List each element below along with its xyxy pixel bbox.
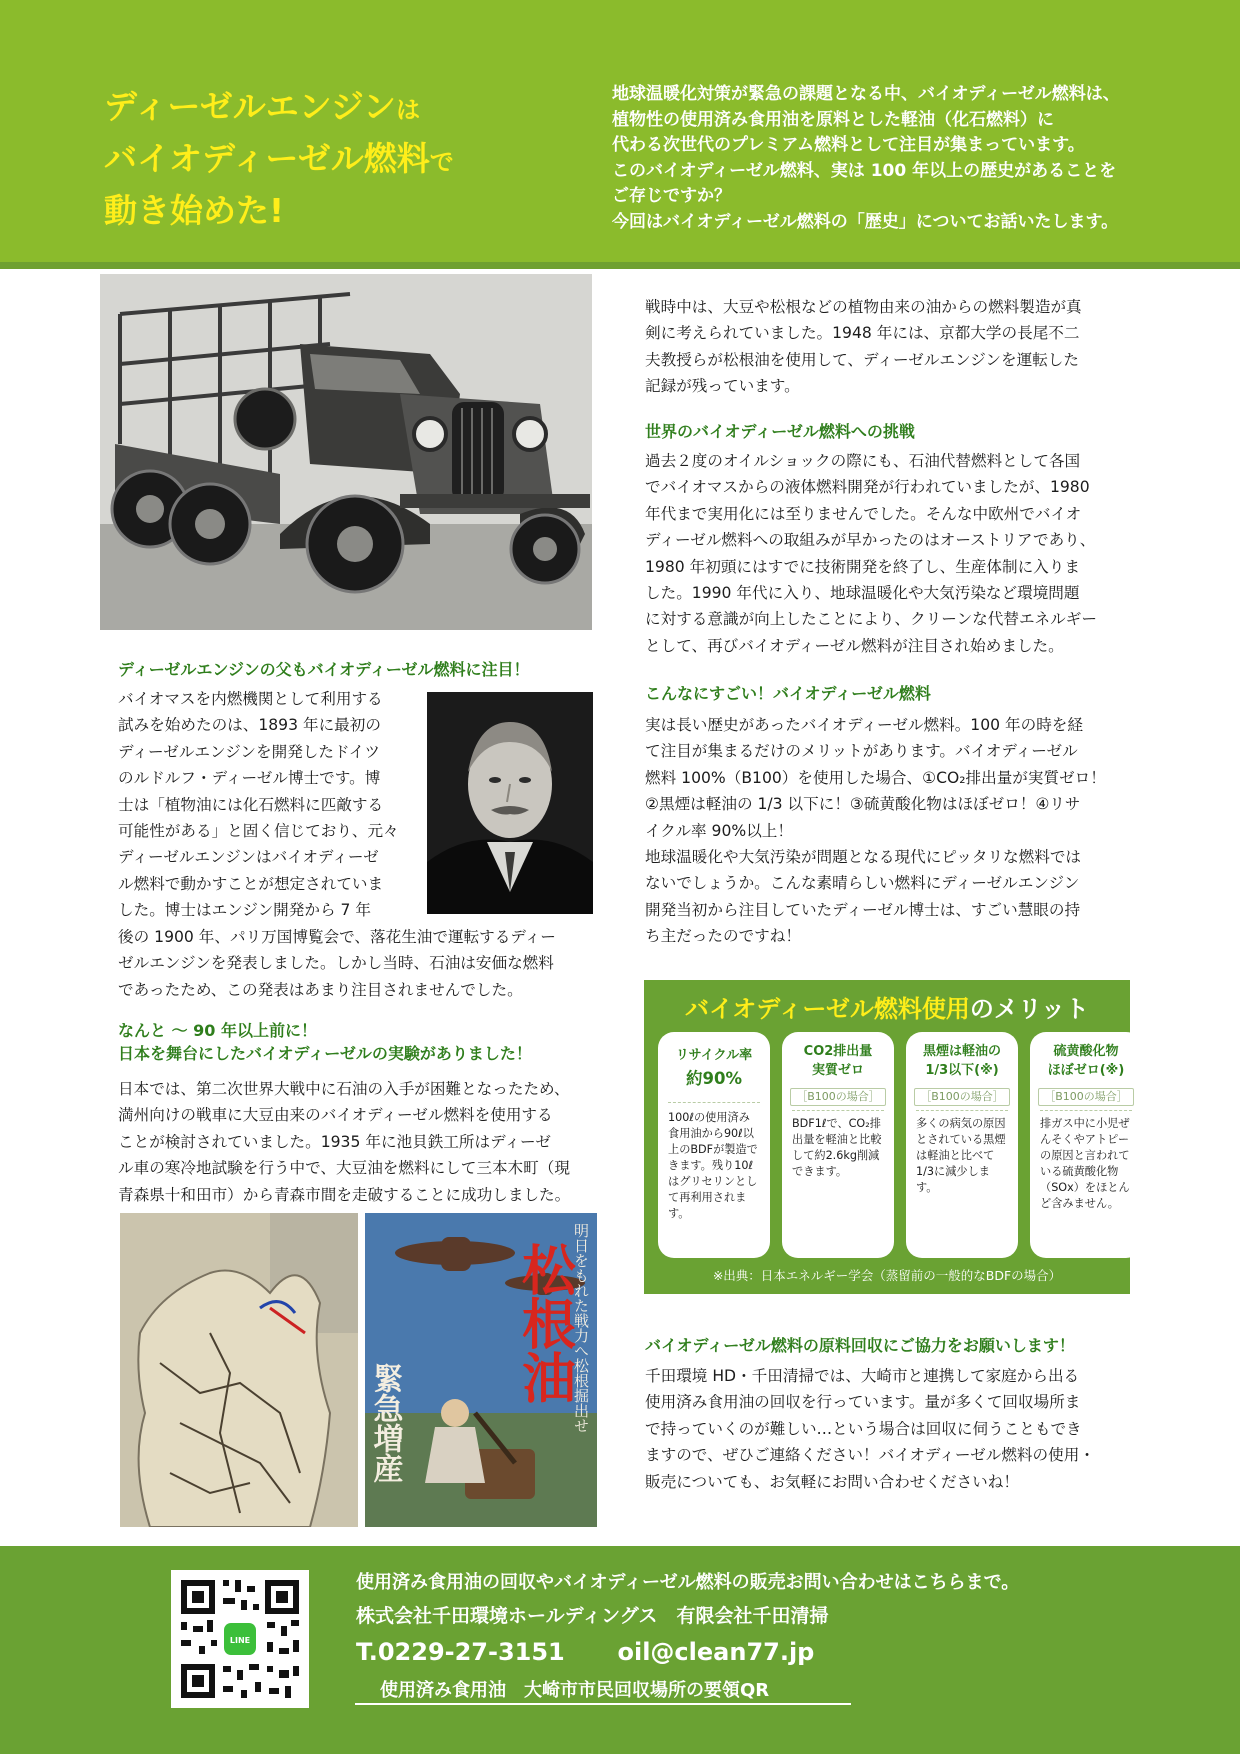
text-line: に対する意識が向上したことにより、クリーンな代替エネルギー [645,610,1097,629]
section-heading-world-challenge: 世界のバイオディーゼル燃料への挑戦 [645,422,915,441]
merit-card-divider [668,1102,760,1103]
intro-line: 植物性の使用済み食用油を原料とした軽油（化石燃料）に [612,109,1054,130]
merit-card-smoke [906,1032,1018,1258]
merit-title-main: バイオディーゼル燃料使用 [685,995,970,1023]
text-line: ディーゼル燃料への取組みが早かったのはオーストリアであり、 [645,531,1096,550]
poster-title: 松根油 [513,1242,577,1404]
diesel-father-text-continued [118,924,598,1003]
merit-card-condition: ［B100の場合］ [790,1088,886,1106]
text-line: ことが検討されていました。1935 年に池貝鉄工所はディーゼ [118,1132,551,1151]
intro-line: このバイオディーゼル燃料、実は 100 年以上の歴史があることを [612,160,1117,181]
text-line: で持っていくのが難しい…という場合は回収に伺うこともでき [645,1419,1082,1438]
text-line: ②黒煙は軽油の 1/3 以下に！③硫黄酸化物はほぼゼロ！④リサ [645,795,1081,814]
email-address[interactable]: oil@clean77.jp [617,1638,815,1666]
text-line: 試みを始めたのは、1893 年に最初の [118,716,381,735]
text-line: ル燃料で動かすことが想定されていま [118,874,384,893]
headline-line-1: ディーゼルエンジン [104,87,397,126]
qr-caption-underline [355,1703,851,1705]
footer-company-names: 株式会社千田環境ホールディングス 有限会社千田清掃 [356,1605,829,1627]
text-line: 可能性がある」と固く信じており、元々 [118,822,399,841]
merit-card-condition: ［B100の場合］ [1038,1088,1134,1106]
qr-caption: 使用済み食用油 大崎市市民回収場所の要領QR [380,1680,770,1701]
world-challenge-text [645,448,1125,659]
merit-card-condition: ［B100の場合］ [914,1088,1010,1106]
footer-contact [356,1636,1206,1668]
text-line: 燃料 100%（B100）を使用した場合、①CO₂排出量が実質ゼロ！ [645,768,1106,787]
collection-request-text [645,1363,1127,1495]
text-line: ゼルエンジンを発表しました。しかし当時、石油は安価な燃料 [118,954,554,973]
text-line: 千田環境 HD・千田清掃では、大崎市と連携して家庭から出る [645,1367,1080,1385]
merit-box-title [644,992,1130,1026]
text-line: 戦時中は、大豆や松根などの植物由来の油からの燃料製造が真 [645,298,1082,316]
line-qr-code[interactable] [171,1570,309,1708]
text-line: 夫教授らが松根油を使用して、ディーゼルエンジンを運転した [645,350,1079,369]
merit-card-head-value: 約90% [686,1069,742,1088]
merit-source-note: ※出典：日本エネルギー学会（蒸留前の一般的なBDFの場合） [712,1268,1062,1283]
text-line: ディーゼルエンジンはバイオディーゼ [118,848,379,867]
intro-line: ご存じですか？ [612,186,731,206]
intro-text [612,82,1212,235]
merit-card-divider [916,1110,1008,1111]
text-line: ち主だったのですね！ [645,927,801,946]
text-line: のルドルフ・ディーゼル博士です。博 [118,769,381,788]
text-line: 剣に考えられていました。1948 年には、京都大学の長尾不二 [645,324,1080,343]
text-line: バイオマスを内燃機関として利用する [118,690,383,708]
merit-card-divider [1040,1110,1132,1111]
heading-line: なんと ～ 90 年以上前に！ [118,1021,317,1040]
wartime-text [645,294,1125,400]
merit-card-head-value: ほぼゼロ(※) [1047,1063,1125,1078]
text-line: 過去２度のオイルショックの際にも、石油代替燃料として各国 [645,452,1081,470]
japan-experiment-text [118,1076,600,1208]
diesel-father-text [118,686,408,924]
tohoku-route-map [120,1213,358,1527]
merit-card-body: 多くの病気の原因とされている黒煙は軽油と比べて1/3に減少します。 [916,1117,1006,1194]
merit-card-head: 黒煙は軽油の [922,1044,1001,1059]
merit-card-head: CO2排出量 [803,1044,873,1059]
header-divider [0,262,1240,269]
text-line: 青森県十和田市）から青森市間を走破することに成功しました。 [118,1185,571,1204]
line-logo-icon: LINE [229,1636,251,1645]
text-line: ディーゼルエンジンを開発したドイツ [118,742,380,761]
intro-line: 今回はバイオディーゼル燃料の「歴史」についてお話いたします。 [612,211,1119,232]
text-line: 満州向けの戦車に大豆由来のバイオディーゼル燃料を使用する [118,1106,553,1125]
headline-particle-2: で [429,148,454,176]
amazing-text [645,712,1125,950]
merit-card-body: 100ℓの使用済み食用油から90ℓ以上のBDFが製造できます。残り10ℓはグリセリンとして再利用されます。 [668,1111,758,1220]
text-line: 記録が残っています。 [645,377,800,396]
merit-card-recycle [658,1032,770,1258]
merit-card-body: 排ガス中に小児ぜんそくやアトピーの原因と言われている硫黄酸化物（SOx）をほとんど含みません。 [1040,1117,1130,1210]
text-line: て注目が集まるだけのメリットがあります。バイオディーゼル [645,742,1078,761]
text-line: 年代まで実用化には至りませんでした。そんな中欧州でバイオ [645,504,1082,523]
text-line: 後の 1900 年、パリ万国博覧会で、落花生油で運転するディー [118,928,556,946]
text-line: 日本では、第二次世界大戦中に石油の入手が困難となったため、 [118,1080,570,1098]
text-line: 開発当初から注目していたディーゼル博士は、すごい慧眼の持 [645,900,1081,919]
text-line: ないでしょうか。こんな素晴らしい燃料にディーゼルエンジン [645,874,1080,893]
text-line: 地球温暖化や大気汚染が問題となる現代にピッタリな燃料では [645,848,1082,867]
section-heading-diesel-father: ディーゼルエンジンの父もバイオディーゼル燃料に注目！ [118,660,530,679]
text-line: 1980 年初頭にはすでに技術開発を終了し、生産体制に入りま [645,557,1080,576]
text-line: 実は長い歴史があったバイオディーゼル燃料。100 年の時を経 [645,716,1083,734]
text-line: 士は「植物油には化石燃料に匹敵する [118,795,384,814]
text-line: ますので、ぜひご連絡ください！バイオディーゼル燃料の使用・ [645,1446,1095,1465]
pine-root-oil-poster [365,1213,597,1527]
page-title [104,84,544,240]
text-line: 使用済み食用油の回収を行っています。量が多くて回収場所ま [645,1393,1081,1412]
text-line: した。1990 年代に入り、地球温暖化や大気汚染など環境問題 [645,584,1080,603]
phone-number[interactable]: T.0229-27-3151 [356,1638,565,1666]
heading-line: 日本を舞台にしたバイオディーゼルの実験がありました！ [118,1044,532,1063]
merit-card-co2 [782,1032,894,1258]
text-line: であったため、この発表はあまり注目されませんでした。 [118,980,523,999]
footer-lead-text: 使用済み食用油の回収やバイオディーゼル燃料の販売お問い合わせはこちらまで。 [356,1572,1020,1593]
headline-particle-1: は [396,96,421,124]
section-heading-japan-experiment [118,1019,598,1065]
headline-line-3: 動き始めた! [104,191,285,230]
merit-card-head-value: 実質ゼロ [811,1063,864,1078]
text-line: として、再びバイオディーゼル燃料が注目され始めました。 [645,636,1064,655]
intro-line: 代わる次世代のプレミアム燃料として注目が集まっています。 [612,135,1085,155]
text-line: ル車の寒冷地試験を行う中で、大豆油を燃料にして三本木町（現 [118,1159,570,1178]
merit-card-head-value: 1/3以下(※) [925,1063,999,1078]
merit-title-suffix: のメリット [969,995,1089,1023]
text-line: した。博士はエンジン開発から 7 年 [118,901,371,920]
merit-card-divider [792,1110,884,1111]
section-heading-collection-request: バイオディーゼル燃料の原料回収にご協力をお願いします！ [645,1336,1075,1355]
merit-box [644,980,1130,1294]
vintage-truck-photo [100,274,592,630]
merit-card-body: BDF1ℓで、CO₂排出量を軽油と比較して約2.6kg削減できます。 [792,1117,882,1178]
intro-line: 地球温暖化対策が緊急の課題となる中、バイオディーゼル燃料は、 [612,84,1120,104]
text-line: でバイオマスからの液体燃料開発が行われていましたが、1980 [645,478,1090,497]
rudolf-diesel-portrait [427,692,593,914]
poster-slogan: 明日をもれた戦力へ松根掘出せ [572,1223,590,1433]
text-line: イクル率 90%以上！ [645,821,793,840]
merit-card-head: 硫黄酸化物 [1053,1044,1119,1059]
poster-banner: 緊急増産 [367,1363,403,1483]
merit-card-head: リサイクル率 [675,1048,753,1063]
text-line: 販売についても、お気軽にお問い合わせくださいね！ [645,1472,1019,1491]
headline-line-2: バイオディーゼル燃料 [104,139,430,178]
merit-card-sulfur [1030,1032,1142,1258]
section-heading-amazing: こんなにすごい！バイオディーゼル燃料 [645,684,931,703]
